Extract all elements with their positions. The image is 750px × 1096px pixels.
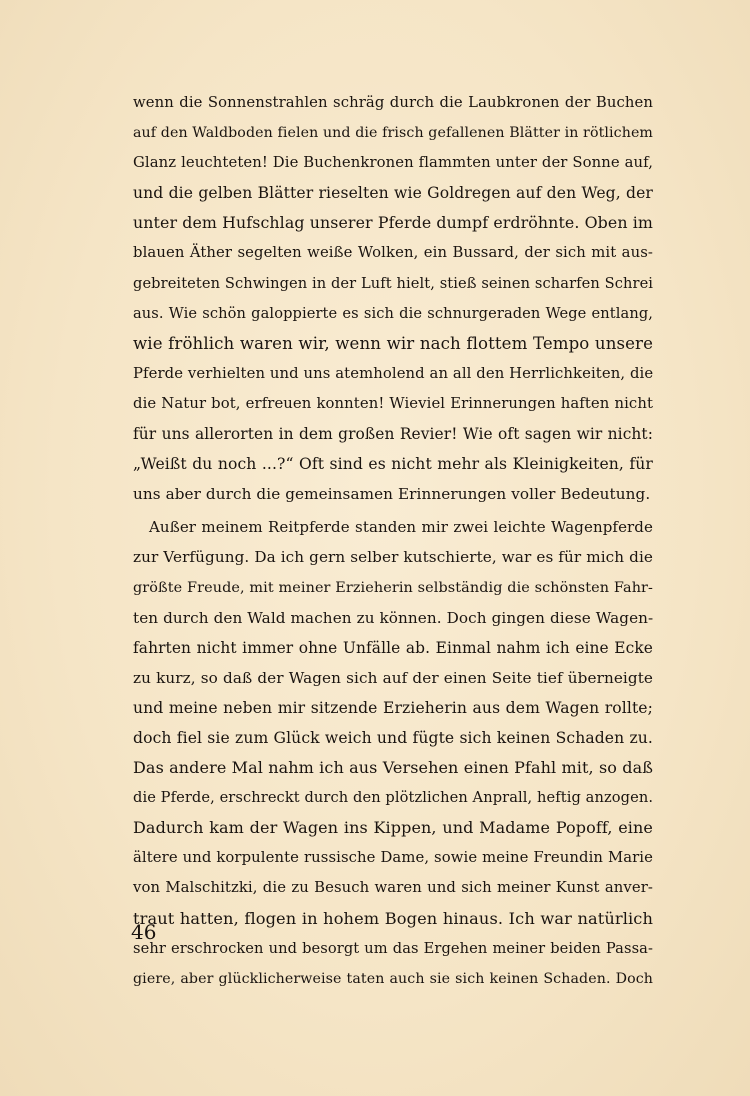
text-line: die Natur bot, erfreuen konnten! Wieviel Erinnerungen haften nicht: [133, 394, 653, 412]
text-line: blauen Äther segelten weiße Wolken, ein Bussard, der sich mit aus-: [133, 244, 653, 262]
text-line: Pferde verhielten und uns atemholend an all den Herrlichkeiten, die: [133, 364, 654, 382]
text-line: aus. Wie schön galoppierte es sich die schnurgeraden Wege entlang,: [133, 304, 653, 322]
text-line: giere, aber glücklicherweise taten auch sie sich keinen Schaden. Doch: [133, 970, 653, 987]
text-line: auf den Waldboden fielen und die frisch gefallenen Blätter in rötlichem: [133, 125, 653, 142]
text-line: und meine neben mir sitzende Erzieherin aus dem Wagen rollte;: [133, 698, 653, 717]
text-line: wie fröhlich waren wir, wenn wir nach flottem Tempo unsere: [133, 333, 653, 353]
page-number: 46: [131, 920, 157, 944]
paragraph-1: [133, 88, 653, 509]
text-line: Außer meinem Reitpferde standen mir zwei leichte Wagenpferde: [149, 518, 653, 537]
text-line: für uns allerorten in dem großen Revier! Wie oft sagen wir nicht:: [133, 425, 653, 444]
text-line: gebreiteten Schwingen in der Luft hielt, stieß seinen scharfen Schrei: [133, 274, 654, 292]
text-line: wenn die Sonnenstrahlen schräg durch die Laubkronen der Buchen: [133, 94, 653, 111]
text-line: Das andere Mal nahm ich aus Versehen einen Pfahl mit, so daß: [133, 758, 653, 778]
text-line: die Pferde, erschreckt durch den plötzlichen Anprall, heftig anzogen.: [133, 789, 654, 807]
text-line: ten durch den Wald machen zu können. Doch gingen diese Wagen-: [133, 608, 654, 627]
text-line: Dadurch kam der Wagen ins Kippen, und Madame Popoff, eine: [133, 818, 653, 838]
page-body: [133, 88, 653, 994]
text-line: doch fiel sie zum Glück weich und fügte sich keinen Schaden zu.: [133, 728, 653, 747]
text-line: und die gelben Blätter rieselten wie Goldregen auf den Weg, der: [133, 184, 653, 203]
text-line: von Malschitzki, die zu Besuch waren und sich meiner Kunst anver-: [133, 879, 653, 897]
text-line: größte Freude, mit meiner Erzieherin selbständig die schönsten Fahr-: [133, 579, 653, 596]
text-line: zur Verfügung. Da ich gern selber kutschierte, war es für mich die: [133, 548, 653, 567]
text-line: ältere und korpulente russische Dame, sowie meine Freundin Marie: [133, 849, 653, 867]
text-line: uns aber durch die gemeinsamen Erinnerungen voller Bedeutung.: [133, 485, 651, 504]
text-line: traut hatten, flogen in hohem Bogen hinaus. Ich war natürlich: [133, 908, 653, 928]
paragraph-2: [133, 512, 653, 994]
text-line: fahrten nicht immer ohne Unfälle ab. Einmal nahm ich eine Ecke: [133, 638, 653, 657]
text-line: „Weißt du noch ...?“ Oft sind es nicht mehr als Kleinigkeiten, für: [133, 455, 653, 474]
text-line: zu kurz, so daß der Wagen sich auf der einen Seite tief überneigte: [133, 668, 653, 687]
text-line: Glanz leuchteten! Die Buchenkronen flammten unter der Sonne auf,: [133, 154, 653, 172]
text-line: unter dem Hufschlag unserer Pferde dumpf erdröhnte. Oben im: [133, 213, 653, 233]
text-line: sehr erschrocken und besorgt um das Ergehen meiner beiden Passa-: [133, 939, 653, 957]
